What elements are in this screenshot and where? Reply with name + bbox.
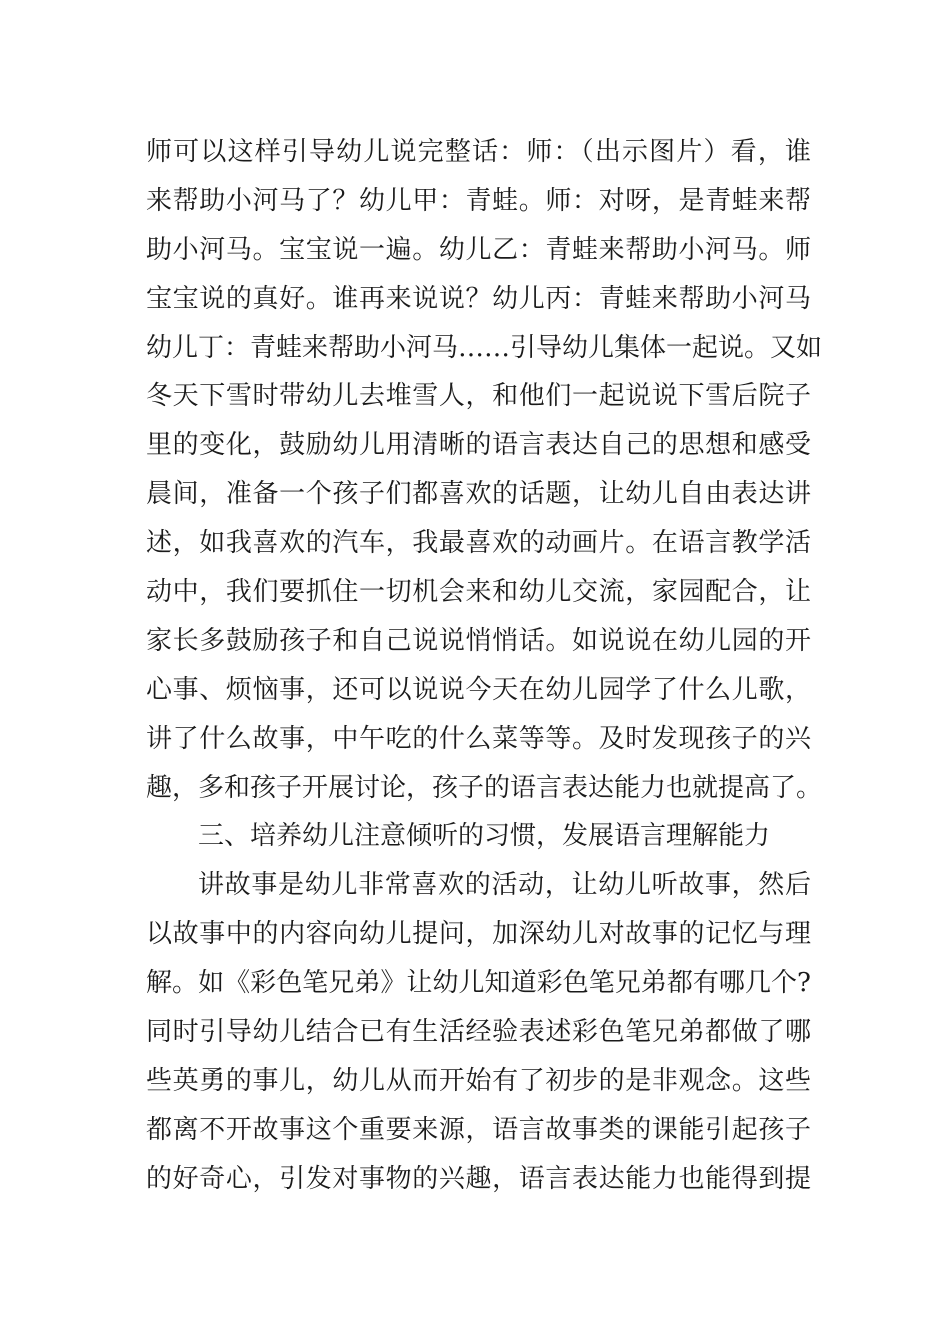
text-line-7: 里的变化，鼓励幼儿用清晰的语言表达自己的思想和感受	[146, 430, 811, 461]
text-line-14: 趣，多和孩子开展讨论，孩子的语言表达能力也就提高了。	[146, 772, 823, 803]
text-line-11: 家长多鼓励孩子和自己说说悄悄话。如说说在幼儿园的开	[146, 625, 811, 656]
text-line-2: 来帮助小河马了？幼儿甲：青蛙。师：对呀，是青蛙来帮	[146, 185, 811, 216]
body-text	[146, 128, 823, 1204]
text-line-1: 师可以这样引导幼儿说完整话：师：（出示图片）看，谁	[146, 137, 811, 167]
text-line-4: 宝宝说的真好。谁再来说说？幼儿丙：青蛙来帮助小河马	[146, 283, 811, 314]
text-line-16: 讲故事是幼儿非常喜欢的活动，让幼儿听故事，然后	[198, 870, 811, 901]
text-line-19: 同时引导幼儿结合已有生活经验表述彩色笔兄弟都做了哪	[146, 1017, 811, 1048]
text-line-22: 的好奇心，引发对事物的兴趣，语言表达能力也能得到提	[146, 1163, 811, 1194]
text-line-12: 心事、烦恼事，还可以说说今天在幼儿园学了什么儿歌，	[146, 674, 811, 705]
text-line-3: 助小河马。宝宝说一遍。幼儿乙：青蛙来帮助小河马。师	[146, 234, 811, 265]
text-line-21: 都离不开故事这个重要来源，语言故事类的课能引起孩子	[146, 1114, 811, 1145]
text-line-17: 以故事中的内容向幼儿提问，加深幼儿对故事的记忆与理	[146, 919, 811, 950]
text-line-13: 讲了什么故事，中午吃的什么菜等等。及时发现孩子的兴	[146, 723, 811, 754]
text-line-5: 幼儿丁：青蛙来帮助小河马……引导幼儿集体一起说。又如	[146, 332, 823, 363]
text-line-6: 冬天下雪时带幼儿去堆雪人，和他们一起说说下雪后院子	[146, 381, 811, 412]
section-heading: 三、培养幼儿注意倾听的习惯，发展语言理解能力	[198, 821, 771, 852]
text-line-20: 些英勇的事儿，幼儿从而开始有了初步的是非观念。这些	[146, 1065, 811, 1096]
text-line-18: 解。如《彩色笔兄弟》让幼儿知道彩色笔兄弟都有哪几个?	[146, 968, 811, 999]
text-line-10: 动中，我们要抓住一切机会来和幼儿交流，家园配合，让	[146, 577, 811, 608]
text-line-9: 述，如我喜欢的汽车，我最喜欢的动画片。在语言教学活	[146, 528, 811, 559]
text-line-8: 晨间，准备一个孩子们都喜欢的话题，让幼儿自由表达讲	[146, 479, 811, 510]
